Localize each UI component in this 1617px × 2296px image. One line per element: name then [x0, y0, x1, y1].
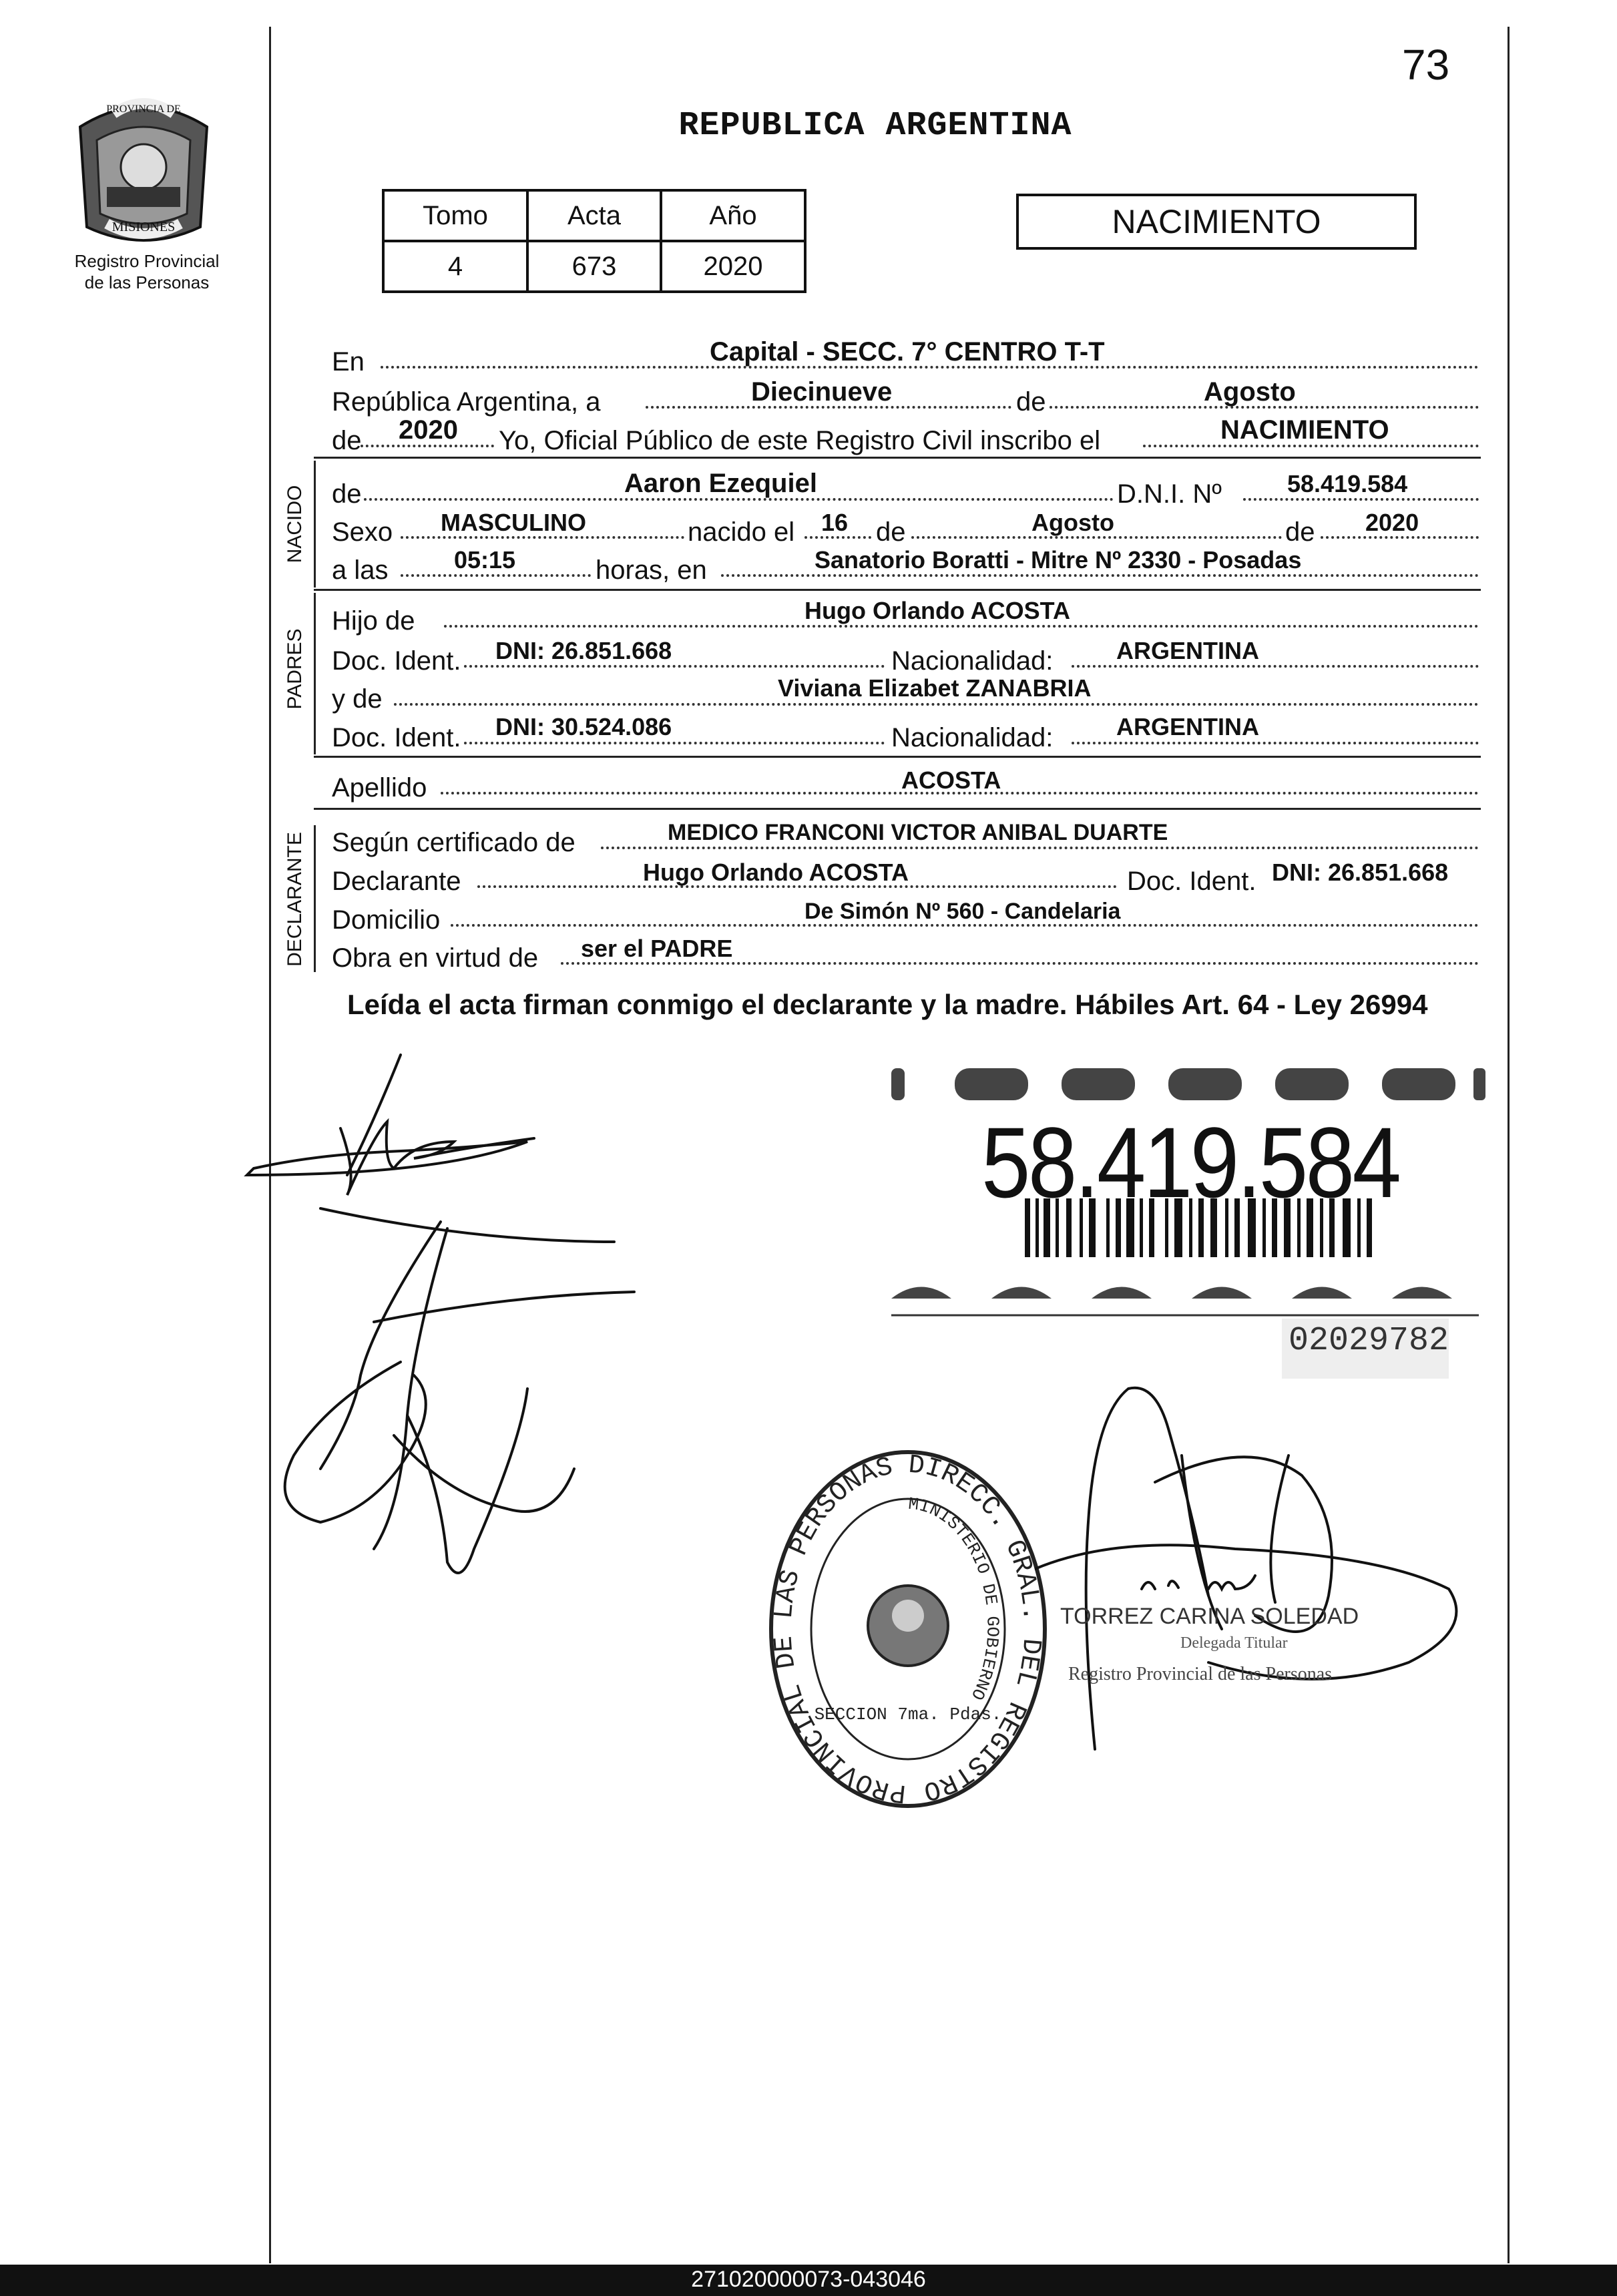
label-a-las: a las	[332, 555, 389, 585]
label-horas: horas, en	[596, 555, 707, 585]
official-signature-icon	[1035, 1375, 1475, 1803]
label-de-birth-year: de	[1285, 517, 1315, 547]
section-bracket-declarante	[314, 825, 316, 972]
label-domicilio: Domicilio	[332, 905, 441, 935]
field-mother-name: Viviana Elizabet ZANABRIA	[778, 674, 1092, 702]
ref-header-acta: Acta	[527, 190, 661, 241]
field-act-type: NACIMIENTO	[1220, 415, 1389, 445]
dotted-line	[601, 847, 1479, 849]
ref-header-anio: Año	[661, 190, 805, 241]
official-seal-icon	[761, 1445, 1055, 1819]
field-place: Capital - SECC. 7° CENTRO T-T	[710, 337, 1105, 367]
section-divider	[314, 457, 1481, 459]
ref-value-tomo: 4	[383, 241, 527, 292]
label-yo: Yo, Oficial Público de este Registro Civil inscribo el	[499, 426, 1101, 455]
field-month: Agosto	[1204, 377, 1296, 407]
right-margin-line	[1508, 27, 1510, 2263]
section-label-declarante: DECLARANTE	[284, 832, 306, 967]
svg-text:DIRECC. GRAL. DEL REGISTRO PRO: DIRECC. GRAL. DEL REGISTRO PROVINCIAL DE LAS PERSONAS	[769, 1450, 1046, 1808]
ref-value-anio: 2020	[661, 241, 805, 292]
section-bracket-padres	[314, 593, 316, 754]
dotted-line	[721, 574, 1479, 577]
label-de-year: de	[332, 426, 362, 455]
ref-value-acta: 673	[527, 241, 661, 292]
field-father-nat: ARGENTINA	[1116, 637, 1259, 664]
field-birth-day: 16	[821, 509, 849, 536]
field-surname: ACOSTA	[901, 766, 1001, 794]
reference-table	[382, 189, 806, 293]
agency-line2: de las Personas	[84, 272, 210, 292]
label-father-doc: Doc. Ident.	[332, 646, 461, 676]
label-declarant-doc: Doc. Ident.	[1127, 867, 1256, 896]
declarant-signature-icon	[240, 1042, 641, 1629]
dotted-line	[1243, 498, 1479, 501]
label-obra: Obra en virtud de	[332, 943, 539, 973]
section-divider	[314, 589, 1481, 591]
official-office: Registro Provincial de las Personas	[1068, 1664, 1333, 1684]
dotted-line	[464, 665, 885, 668]
record-type-box: NACIMIENTO	[1016, 194, 1417, 250]
agency-line1: Registro Provincial	[74, 251, 220, 271]
label-y-de: y de	[332, 684, 383, 714]
label-en: En	[332, 347, 365, 377]
dotted-line	[1072, 742, 1479, 744]
official-name: TORREZ CARINA SOLEDAD	[1060, 1604, 1359, 1629]
label-dni: D.N.I. Nº	[1117, 479, 1222, 509]
svg-text:MISIONES: MISIONES	[111, 220, 176, 234]
ref-header-tomo: Tomo	[383, 190, 527, 241]
agency-name	[60, 250, 234, 293]
label-apellido: Apellido	[332, 773, 427, 802]
field-certificate: MEDICO FRANCONI VICTOR ANIBAL DUARTE	[668, 820, 1168, 845]
field-child-name: Aaron Ezequiel	[624, 469, 817, 498]
svg-text:SECCION 7ma. Pdas.: SECCION 7ma. Pdas.	[814, 1704, 1002, 1725]
label-republica: República Argentina, a	[332, 387, 601, 417]
label-father-nat: Nacionalidad:	[891, 646, 1054, 676]
footer-code: 271020000073-043046	[691, 2267, 926, 2292]
field-sex: MASCULINO	[441, 509, 586, 536]
field-father-name: Hugo Orlando ACOSTA	[804, 597, 1070, 624]
dotted-line	[1072, 665, 1479, 668]
section-divider	[314, 756, 1481, 758]
field-birth-year: 2020	[1365, 509, 1419, 536]
closing-statement: Leída el acta firman conmigo el declarante y la madre. Hábiles Art. 64 - Ley 26994	[347, 989, 1428, 1020]
country-title: REPUBLICA ARGENTINA	[678, 107, 1072, 145]
field-declarant-doc: DNI: 26.851.668	[1272, 859, 1449, 886]
svg-text:PROVINCIA DE: PROVINCIA DE	[106, 103, 181, 115]
field-father-doc: DNI: 26.851.668	[495, 637, 672, 664]
label-nacido-el: nacido el	[688, 517, 795, 547]
field-day-words: Diecinueve	[751, 377, 893, 407]
section-label-padres: PADRES	[284, 628, 306, 710]
field-birth-month: Agosto	[1031, 509, 1114, 536]
page-number: 73	[1402, 41, 1450, 89]
label-mother-doc: Doc. Ident.	[332, 723, 461, 752]
field-child-dni: 58.419.584	[1287, 470, 1408, 497]
field-birth-time: 05:15	[454, 546, 516, 573]
field-declarant: Hugo Orlando ACOSTA	[643, 859, 909, 886]
field-address: De Simón Nº 560 - Candelaria	[804, 899, 1121, 924]
sticker-serial: 02029782	[1289, 1322, 1449, 1360]
section-divider	[314, 808, 1481, 810]
label-de-birth-month: de	[876, 517, 906, 547]
dotted-line	[401, 574, 591, 577]
svg-text:MINISTERIO DE GOBIERNO: MINISTERIO DE GOBIERNO	[907, 1494, 1003, 1703]
section-label-nacido: NACIDO	[284, 485, 306, 563]
label-certificado: Según certificado de	[332, 828, 575, 857]
field-year: 2020	[399, 415, 458, 445]
field-birth-place: Sanatorio Boratti - Mitre Nº 2330 - Posadas	[815, 546, 1302, 573]
official-role: Delegada Titular	[1180, 1634, 1288, 1652]
sticker-dni-number: 58.419.584	[981, 1106, 1399, 1218]
dotted-line	[444, 625, 1479, 628]
label-declarante: Declarante	[332, 867, 461, 896]
dotted-line	[464, 742, 885, 744]
label-sexo: Sexo	[332, 517, 393, 547]
label-mother-nat: Nacionalidad:	[891, 723, 1054, 752]
label-de-month: de	[1016, 387, 1046, 417]
field-mother-nat: ARGENTINA	[1116, 713, 1259, 740]
label-de-name: de	[332, 479, 362, 509]
field-reason: ser el PADRE	[581, 935, 733, 962]
label-hijo-de: Hijo de	[332, 606, 415, 636]
section-bracket-nacido	[314, 461, 316, 588]
field-mother-doc: DNI: 30.524.086	[495, 713, 672, 740]
dotted-line	[394, 703, 1479, 706]
